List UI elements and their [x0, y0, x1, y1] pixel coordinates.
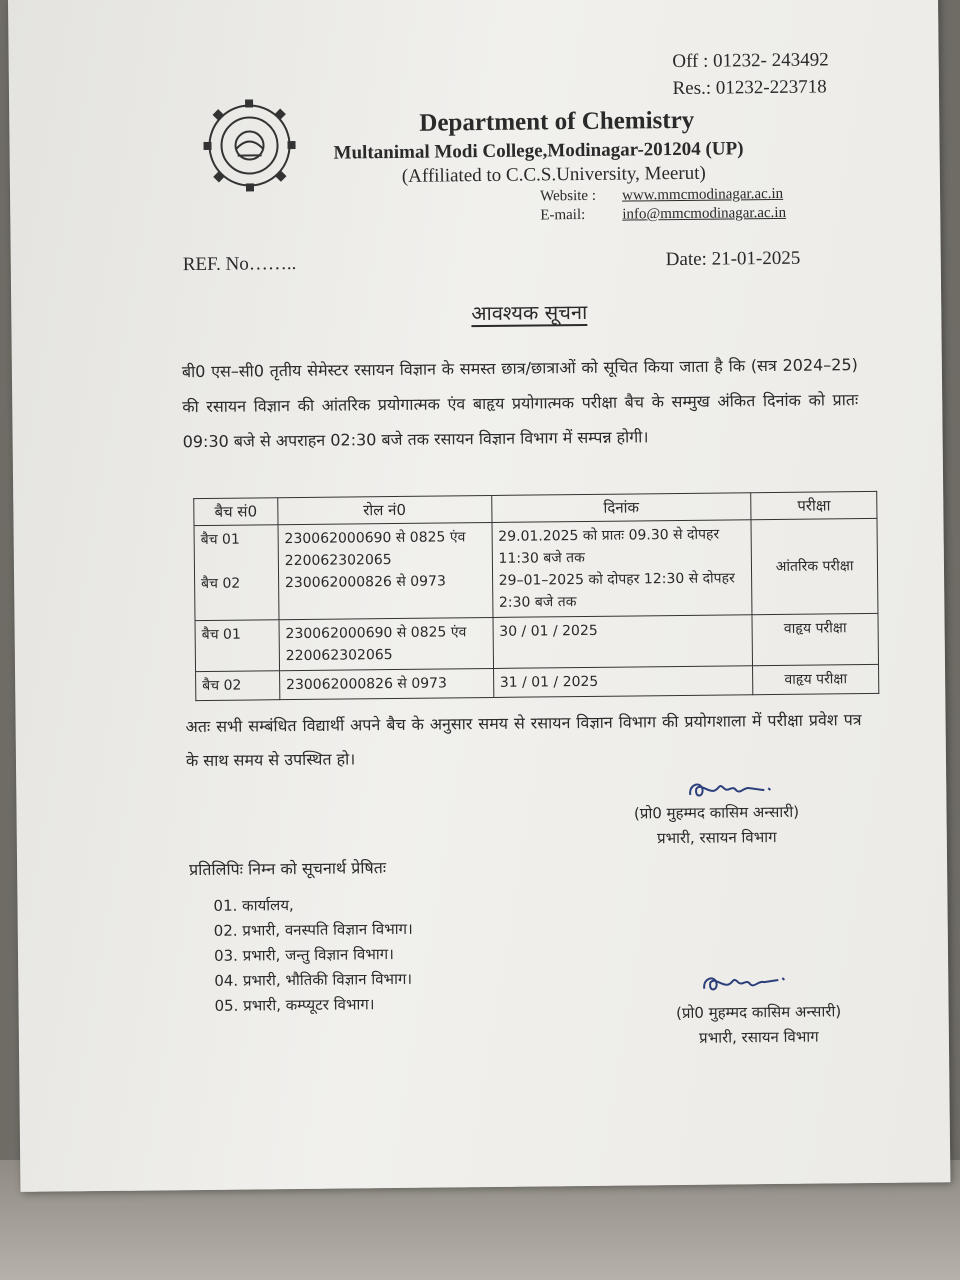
copy-to-list	[213, 892, 413, 1019]
website-label: Website :	[540, 187, 597, 205]
roll-cell: 230062000690 से 0825 एंव 220062302065	[279, 617, 493, 670]
signatory-name: (प्रो0 मुहम्मद कासिम अन्सारी)	[633, 802, 800, 823]
signatory-name: (प्रो0 मुहम्मद कासिम अन्सारी)	[676, 1002, 842, 1023]
signature-block	[596, 799, 837, 852]
table-row	[196, 664, 879, 700]
office-phone: Off : 01232- 243492	[672, 49, 829, 73]
exam-cell	[751, 518, 878, 614]
reference-number: REF. No……..	[182, 252, 297, 276]
date-slot: 29.01.2025 को प्रातः 09.30 से दोपहर 11:30 बजे तक	[498, 526, 720, 567]
table-row	[194, 518, 878, 620]
contact-numbers	[672, 46, 829, 102]
list-item: 05. प्रभारी, कम्प्यूटर विभाग।	[214, 995, 375, 1015]
date-cell: 30 / 01 / 2025	[493, 615, 753, 669]
website-link[interactable]: www.mmcmodinagar.ac.in	[621, 185, 784, 204]
college-name: Multanimal Modi College,Modinagar-201204 (UP)	[333, 138, 744, 164]
date-cell	[492, 520, 753, 618]
batch-label: बैच 02	[201, 575, 241, 593]
list-item: 02. प्रभारी, वनस्पति विज्ञान विभाग।	[213, 919, 413, 940]
list-item: 03. प्रभारी, जन्तु विज्ञान विभाग।	[213, 945, 394, 965]
email-label: E-mail:	[540, 206, 586, 224]
header-exam: परीक्षा	[751, 491, 877, 519]
batch-cell: बैच 02	[196, 671, 280, 701]
signatory-title: प्रभारी, रसायन विभाग	[699, 1027, 819, 1047]
header-roll: रोल नं0	[278, 495, 492, 524]
exam-schedule-table	[193, 491, 879, 701]
table-row	[195, 613, 878, 671]
exam-cell: वाहृय परीक्षा	[753, 664, 879, 694]
signature-block	[639, 999, 880, 1052]
header-date: दिनांक	[491, 493, 751, 523]
college-emblem-icon	[201, 97, 298, 194]
department-title: Department of Chemistry	[419, 106, 695, 137]
notice-body: बी0 एस–सी0 तृतीय सेमेस्टर रसायन विज्ञान के समस्त छात्र/छात्राओं को सूचित किया जाता है कि (सत्र 2024–25) की रसायन विज्ञान की आंतरिक प्रयोगात्मक एंव बाहृय प्रयोगात्मक परीक्षा बैच के सम्मुख अंकित दिनांक को प्रातः 09:30 बजे से अपराहन 02:30 बजे तक रसायन विज्ञान विभाग में सम्पन्न होगी।	[181, 355, 859, 452]
roll-cell: 230062000826 से 0973	[279, 668, 493, 699]
closing-instruction: अतः सभी सम्बंधित विद्यार्थी अपने बैच के अनुसार समय से रसायन विज्ञान विभाग की प्रयोगशाला में परीक्षा प्रवेश पत्र के साथ समय से उपस्थित हो।	[185, 710, 862, 771]
list-item: 04. प्रभारी, भौतिकी विज्ञान विभाग।	[214, 969, 413, 990]
header-batch: बैच सं0	[194, 498, 278, 526]
date-cell: 31 / 01 / 2025	[493, 666, 753, 698]
batch-cell	[194, 525, 279, 621]
roll-range: 230062000826 से 0973	[284, 573, 446, 592]
batch-label: बैच 01	[200, 531, 240, 549]
copy-to-heading: प्रतिलिपिः निम्न को सूचनार्थ प्रेषितः	[189, 858, 387, 880]
batch-cell: बैच 01	[195, 620, 279, 672]
signatory-title: प्रभारी, रसायन विभाग	[656, 827, 777, 848]
date-slot: 29–01–2025 को दोपहर 12:30 से दोपहर 2:30 बजे तक	[498, 570, 735, 611]
notice-document	[8, 0, 950, 1192]
list-item: 01. कार्यालय,	[213, 896, 294, 915]
exam-type: आंतरिक परीक्षा	[775, 558, 854, 575]
notice-heading: आवश्यक सूचना	[471, 299, 588, 326]
email-link[interactable]: info@mmcmodinagar.ac.in	[622, 204, 787, 223]
notice-date: Date: 21-01-2025	[665, 247, 801, 271]
affiliation: (Affiliated to C.C.S.University, Meerut)	[401, 162, 706, 187]
roll-range: 230062000690 से 0825 एंव 220062302065	[284, 529, 466, 570]
residence-phone: Res.: 01232-223718	[672, 76, 827, 100]
exam-cell: वाहृय परीक्षा	[752, 613, 878, 665]
signature-scribble-icon	[698, 968, 788, 999]
roll-cell	[278, 522, 493, 619]
